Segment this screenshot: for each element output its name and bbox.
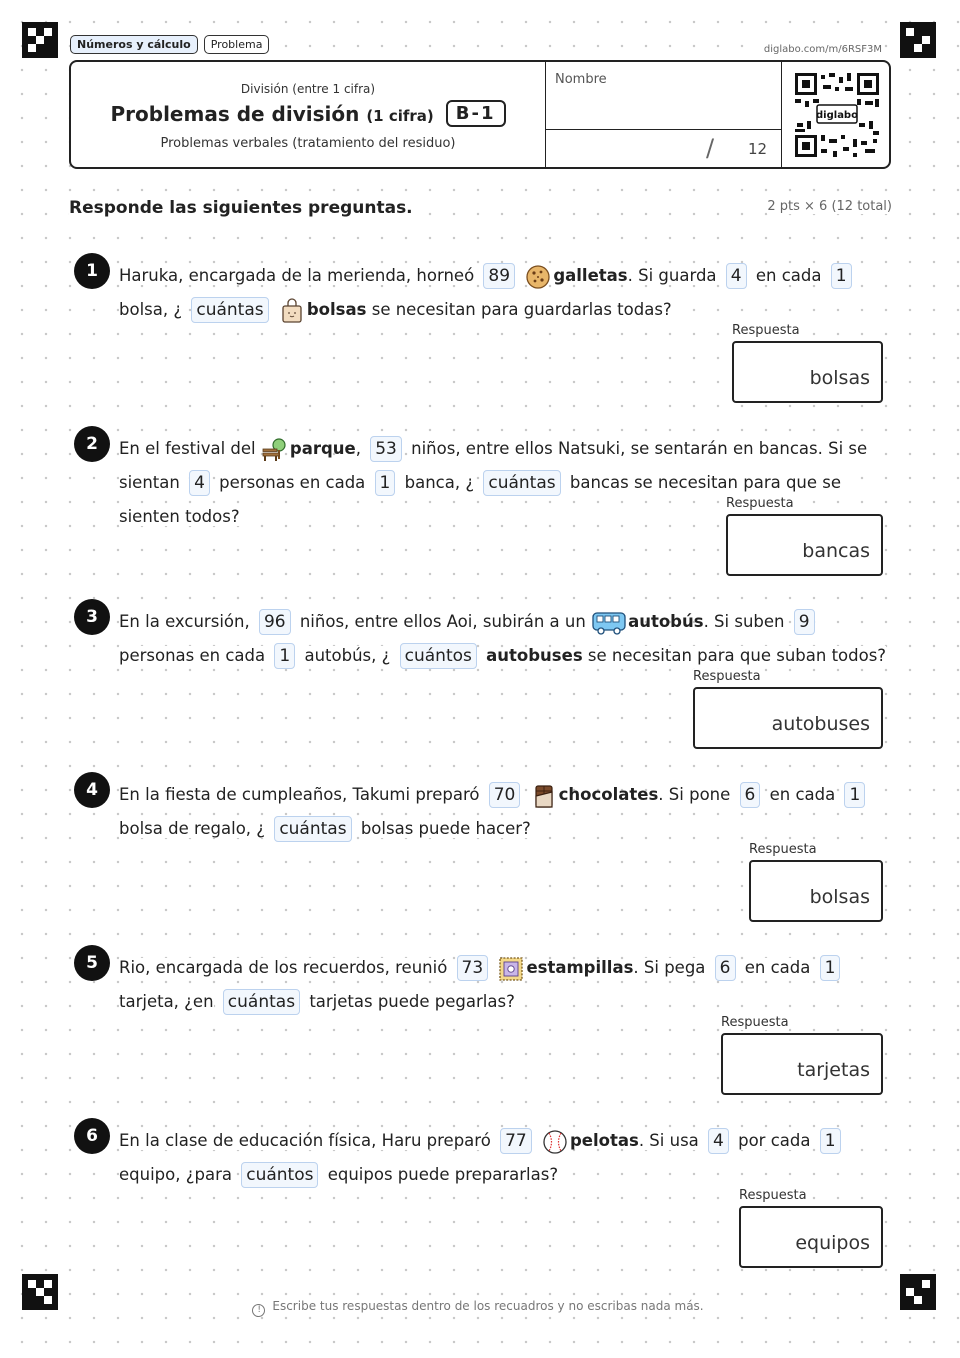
info-icon: ! <box>252 1304 265 1317</box>
answer-box[interactable] <box>732 341 883 403</box>
text-part: personas en cada <box>219 473 366 492</box>
title-area <box>71 62 545 167</box>
answer-label: Respuesta <box>726 496 794 511</box>
answer-label: Respuesta <box>739 1188 807 1203</box>
problem-text <box>119 605 889 673</box>
text-part: equipos puede prepararlas? <box>327 1165 559 1184</box>
object-name: autobús <box>628 612 704 631</box>
object-name: bolsas <box>306 300 367 319</box>
baseball-icon <box>541 1128 569 1156</box>
text-part: niños, entre ellos Aoi, subirán a un <box>299 612 586 631</box>
header-box <box>69 60 891 169</box>
answer-unit: bolsas <box>809 367 870 389</box>
text-part: En la clase de educación física, Haru preparó <box>119 1131 491 1150</box>
qr-code-icon <box>795 73 879 157</box>
number-box: 9 <box>794 609 815 635</box>
park-icon <box>261 436 289 464</box>
text-part: en cada <box>769 785 836 804</box>
problem-text <box>119 778 889 846</box>
text-part: . Si pone <box>658 785 731 804</box>
text-part: personas en cada <box>119 646 266 665</box>
number-box: 70 <box>489 782 521 808</box>
text-part: En la fiesta de cumpleaños, Takumi preparó <box>119 785 480 804</box>
answer-box[interactable] <box>749 860 883 922</box>
answer-box[interactable] <box>726 514 883 576</box>
worksheet-subtitle: División (entre 1 cifra) <box>240 82 376 96</box>
answer-label: Respuesta <box>693 669 761 684</box>
footer-note-wrap <box>248 1299 711 1313</box>
answer-unit: bolsas <box>809 886 870 908</box>
problem-number: 4 <box>74 772 110 808</box>
answer-unit: tarjetas <box>797 1059 870 1081</box>
worksheet-code: B-1 <box>446 100 506 127</box>
footer-note <box>0 1299 960 1317</box>
number-box: 1 <box>844 782 865 808</box>
qr-code-area <box>781 62 891 167</box>
answer-label: Respuesta <box>749 842 817 857</box>
object-name: pelotas <box>569 1131 639 1150</box>
question-word-box: cuántas <box>483 470 560 496</box>
points-info: 2 pts × 6 (12 total) <box>767 199 892 214</box>
chocolate-icon <box>530 782 558 810</box>
stamp-icon <box>497 955 525 983</box>
text-part: equipo, ¿para <box>119 1165 232 1184</box>
number-box: 4 <box>708 1128 729 1154</box>
name-label: Nombre <box>555 72 607 87</box>
text-part: tarjetas puede pegarlas? <box>309 992 515 1011</box>
number-box: 1 <box>274 643 295 669</box>
text-part: por cada <box>738 1131 811 1150</box>
number-box: 96 <box>259 609 291 635</box>
text-part: se necesitan para que suban todos? <box>587 646 887 665</box>
number-box: 73 <box>457 955 489 981</box>
question-word-box: cuántas <box>223 989 300 1015</box>
footer-text: Escribe tus respuestas dentro de los recuadros y no escribas nada más. <box>268 1299 707 1313</box>
number-box: 6 <box>740 782 761 808</box>
problem-number: 3 <box>74 599 110 635</box>
text-part: , <box>355 439 361 458</box>
object-name: parque <box>289 439 356 458</box>
answer-unit: bancas <box>802 540 870 562</box>
name-field[interactable] <box>545 62 781 130</box>
number-box: 4 <box>726 263 747 289</box>
tag-group <box>70 35 269 54</box>
answer-label: Respuesta <box>732 323 800 338</box>
text-part: tarjeta, ¿en <box>119 992 214 1011</box>
problem-number: 5 <box>74 945 110 981</box>
problem-text <box>119 951 889 1019</box>
number-box: 6 <box>715 955 736 981</box>
number-box: 53 <box>370 436 402 462</box>
problem-text <box>119 259 889 327</box>
text-part: Haruka, encargada de la merienda, horneó <box>119 266 475 285</box>
category-tag: Números y cálculo <box>70 35 198 54</box>
number-box: 1 <box>820 1128 841 1154</box>
text-part: En la excursión, <box>119 612 250 631</box>
problem-number: 1 <box>74 253 110 289</box>
number-box: 77 <box>500 1128 532 1154</box>
text-part: en cada <box>744 958 811 977</box>
title-small: (1 cifra) <box>366 106 434 125</box>
problem-number: 2 <box>74 426 110 462</box>
answer-box[interactable] <box>739 1206 883 1268</box>
answer-unit: equipos <box>795 1232 870 1254</box>
text-part: Rio, encargada de los recuerdos, reunió <box>119 958 448 977</box>
score-total: 12 <box>748 140 768 158</box>
type-tag: Problema <box>204 35 270 54</box>
number-box: 1 <box>831 263 852 289</box>
text-part: niños, entre ellos Natsuki, se sentarán en bancas. Si se sientan <box>119 439 868 492</box>
instructions: Responde las siguientes preguntas. <box>69 198 413 218</box>
object-name: galletas <box>553 266 628 285</box>
text-part: autobús, ¿ <box>304 646 391 665</box>
answer-box[interactable] <box>693 687 883 749</box>
question-word-box: cuántas <box>274 816 351 842</box>
score-field[interactable] <box>545 130 781 169</box>
worksheet-url: diglabo.com/m/6RSF3M <box>763 44 882 55</box>
number-box: 4 <box>189 470 210 496</box>
corner-marker-top-right <box>900 22 936 58</box>
bag-icon <box>278 297 306 325</box>
text-part: . Si pega <box>633 958 706 977</box>
title-main: Problemas de división <box>110 101 360 126</box>
object-name: autobuses <box>486 646 583 665</box>
text-part: bancas se necesitan para que se sienten todos? <box>119 473 842 526</box>
object-name: estampillas <box>526 958 634 977</box>
bus-icon <box>591 609 627 637</box>
question-word-box: cuántas <box>191 297 268 323</box>
answer-unit: autobuses <box>771 713 870 735</box>
text-part: bolsa de regalo, ¿ <box>119 819 266 838</box>
text-part: bolsas puede hacer? <box>360 819 531 838</box>
text-part: . Si usa <box>638 1131 699 1150</box>
worksheet-title-row <box>71 100 545 127</box>
qr-label: diglabo <box>816 110 858 121</box>
text-part: En el festival del <box>119 439 256 458</box>
number-box: 1 <box>375 470 396 496</box>
question-word-box: cuántos <box>400 643 477 669</box>
answer-label: Respuesta <box>721 1015 789 1030</box>
text-part: se necesitan para guardarlas todas? <box>371 300 672 319</box>
text-part: . Si guarda <box>627 266 717 285</box>
number-box: 1 <box>820 955 841 981</box>
answer-box[interactable] <box>721 1033 883 1095</box>
problem-text <box>119 1124 889 1192</box>
corner-marker-top-left <box>22 22 58 58</box>
text-part: en cada <box>755 266 822 285</box>
problem-number: 6 <box>74 1118 110 1154</box>
text-part: bolsa, ¿ <box>119 300 183 319</box>
number-box: 89 <box>483 263 515 289</box>
worksheet-title <box>111 102 434 126</box>
worksheet-description: Problemas verbales (tratamiento del residuo) <box>160 136 456 151</box>
object-name: chocolates <box>558 785 659 804</box>
text-part: . Si suben <box>703 612 785 631</box>
cookie-icon <box>524 263 552 291</box>
question-word-box: cuántos <box>241 1162 318 1188</box>
text-part: banca, ¿ <box>404 473 475 492</box>
score-slash: / <box>706 134 715 162</box>
